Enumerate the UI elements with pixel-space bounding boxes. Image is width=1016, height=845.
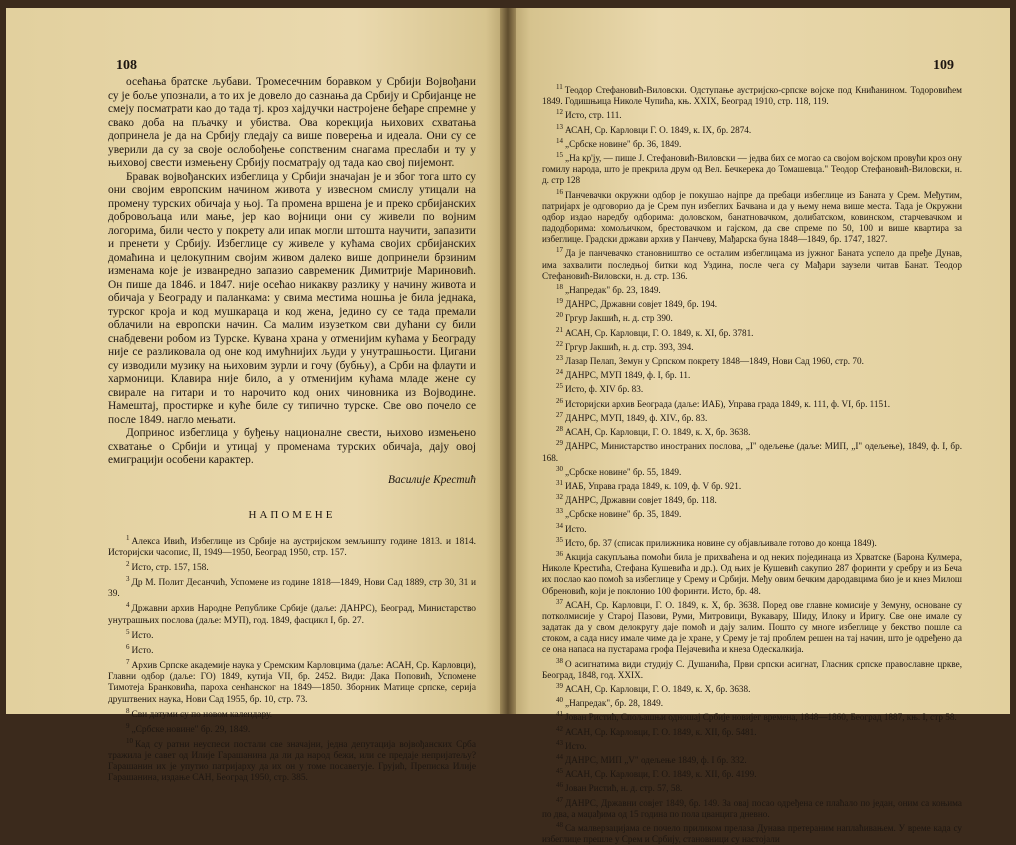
footnote [542,656,962,681]
footnote-text: „Напредак" бр. 23, 1849. [565,285,661,295]
footnote-text: ДАНРС, Државни совјет 1849, бр. 194. [565,299,718,310]
footnote-number: 38 [556,656,563,665]
footnote [108,559,476,574]
page-number: 109 [933,58,954,73]
footnote-number: 28 [556,425,563,434]
footnote-text: Кад су ратни неуспеси постали све значајни, једна депутација војвођанских Срба тражила је савет од Илије Гарашанина да ли да народ бежи, или се предаје непријатељу? Гарашанин их је упутио патријарху да их он у томе посаветује. Грујић, Преписка Илије Гарашанина, издање САН, Београд 1950, стр. 385. [108,740,476,784]
footnote-text: Гргур Јакшић, н. д. стр 390. [565,313,673,324]
footnote-text: Јован Ристић, н. д. стр. 57, 58. [565,783,683,794]
footnote-text: „Србске новине" бр. 35, 1849. [565,509,682,520]
footnote-number: 5 [126,627,130,636]
footnote-number: 10 [126,737,133,746]
footnote-text: „На кр'ју, — пише Ј. Стефановић-Виловски — једва бих се могао са својом војском провући кроз ону гомилу народа, што је прекрила друм од Вел. Бечкерека до Томашевца." Теодор Стефановић-Виловски, н. д. стр 128 [542,153,962,186]
footnote [542,353,962,367]
footnote-number: 43 [556,738,563,747]
footnote [542,187,962,246]
footnote [542,150,962,187]
footnote-number: 29 [556,439,563,448]
footnote [542,795,962,820]
footnote-number: 32 [556,493,563,502]
footnote [542,506,962,520]
footnote-text: ДАНРС, МУП, 1849, ф. XIV., бр. 83. [565,412,708,423]
footnote-number: 39 [556,681,563,690]
footnote-text: Са малверзацијама се почело приликом прелаза Дунава претераним наплаћивањем. У време када су избеглице прешле у Срем и Србију, становници су настојали [542,823,962,845]
footnote-number: 15 [556,151,563,160]
footnote-text: „Србске новине" бр. 36, 1849. [565,138,682,149]
footnote-text: Гргур Јакшић, н. д. стр. 393, 394. [565,341,694,352]
footnote-number: 35 [556,535,563,544]
footnote-number: 8 [126,706,130,715]
footnote [108,574,476,600]
footnote-text: ДАНРС, Државни совјет 1849, бр. 149. За овај посао одређена се плаћало по један, оним са коњима по два, а маџађима од 15 година по пола цванцига дневно. [542,797,962,819]
footnote-text: „Србске новине" бр. 55, 1849. [565,466,682,477]
footnote [108,706,476,721]
footnote [542,766,962,780]
footnote [542,136,962,150]
footnote-text: Лазар Пелап, Земун у Српском покрету 1848—1849, Нови Сад 1960, стр. 70. [565,356,864,367]
footnote-number: 1 [126,533,130,542]
footnote [542,325,962,339]
footnote-number: 33 [556,507,563,516]
footnote [542,438,962,463]
right-text-block [542,82,962,845]
footnote-text: ИАБ, Управа града 1849, к. 109, ф. V бр. 921. [565,481,742,491]
footnote [542,310,962,324]
footnote-number: 46 [556,781,563,790]
footnote-text: „Напредак", бр. 28, 1849. [565,698,664,709]
footnote-number: 25 [556,382,563,391]
footnote-number: 18 [556,282,563,291]
footnote-number: 40 [556,696,563,705]
footnote-number: 47 [556,795,563,804]
footnote [542,535,962,549]
footnote-text: Исто, стр. 111. [565,110,622,121]
footnote [542,381,962,395]
footnote-text: Исто. [131,646,154,656]
footnote [108,600,476,626]
footnote-text: Исто. [131,630,154,641]
footnote-text: Исто, бр. 37 (списак прилижника новине су објављивале готово до конца 1849). [565,537,877,548]
footnote-text: ДАНРС, Министарство иностраних послова, „I" одељење (даље: МИП, „I" одељење), 1849, ф. I, бр. 168. [542,441,962,463]
footnote-text: „Србске новине" бр. 29, 1849. [131,724,251,735]
left-text-block [108,76,476,785]
footnote [542,424,962,438]
footnote-number: 3 [126,575,130,584]
footnote [542,681,962,695]
paragraph: осећања братске љубави. Тромесечним боравком у Србији Војвођани су је боље упознали, а то их је довело до сазнања да Србију и Србијанце не смеју посматрати као до тада тј. кроз хајдучки настројене беђаре спремне у свако доба на пљачку и убиства. Ова корекција њихових схватања допринела је да на Србију гледају са више поверења и идеала. Они су се уверили да су за своје ослобођење сопственим снагама преслаби и ту у њиховој свести измењену Србију посматрају од тада као свој пиjемонт. [108,76,476,169]
footnote-number: 13 [556,122,563,131]
footnote-number: 6 [126,642,130,651]
footnote [108,657,476,706]
footnote-text: Панчевачки окружни одбор је покушао најпре да пребаци избеглице из Баната у Срем. Међутим, патријарх је одговорио да је Срем пун избеглих Бачвана и да у њему нема више места. Тада је Окружни одбор издао наредбу одборима: доловском, банатновачком, долибатском, ковинском, старчевачком и падодборима: хомољичком, брестовачком и гајском, да све спреме по 50, 100 и више квартира за избеглице. Градски држави архив у Панчеву, Мађарска буна 1848—1849, бр. 1747, 1827. [542,189,962,245]
footnote-number: 21 [556,325,563,334]
footnote [108,627,476,642]
footnote [542,695,962,709]
footnote-text: Др М. Полит Десанчић, Успомене из године 1818—1849, Нови Сад 1889, стр 30, 31 и 39. [108,578,476,600]
footnote-text: О асигнатима види студију С. Душанића, Први српски асигнат, Гласник српске православне цркве, Београд, 1848, год. XXIX. [542,658,962,680]
footnote [542,122,962,136]
footnote-number: 27 [556,410,563,419]
footnote-text: ДАНРС, МИП „V" одељење 1849, ф. I бр. 332. [565,755,747,766]
footnote-number: 19 [556,297,563,306]
footnote [542,107,962,121]
footnote-list [542,82,962,845]
footnote-text: Акција сакупљања помоћи била је прихваћена и од неких појединаца из Хрватске (Барона Кулмера, Николе Крестића, Стефана Кушевића и др.). Од њих је Кушевић сакупио 287 форинти у сребру и из Беча их послао као помоћ за избеглице у Срему и Србији. Међу овим бечким дародавцима био је и кнез Милош Обреновић, који је поклонио 100 форинти. Исто, бр. 48. [542,552,962,596]
footnote-number: 30 [556,464,563,473]
footnote [542,820,962,845]
footnote-number: 9 [126,721,130,730]
footnote-number: 26 [556,396,563,405]
paragraph: Бравак војвођанских избеглица у Србији значајан је и због тога што су они својим европским начином живота у извесном смислу утицали на промену турских обичаја у њој. Та промена вршена је и преко србијанских добровољаца или мање, јер као војници они су живели по војним логорима, били често у покрету али ипак могли штошта научити, запазити и пренети у Србију. Избеглице су живеле у кућама својих србијанских домаћина и целокупним својим живом далеко више допринели брзиним изменама које је изванредно запазио савременик Димитрије Мариновић. Он пише да 1846. и 1847. није осећао никакву разлику у начину живота и обичаја у Београду и паланкама: у свима местима ношња је била једнака, турског кроја и код мушкараца и код жена, једино су се тада премали облачили на европски начин. Са малим изузетком сви дућани су били снабдевени робом из Турске. Кувана храна у отменијим кућама у Београду није се разликовала од оне код имућнијих људи у унутрашњости. Цигани су изводили музику на њиховим зурли и гочу (бубњу), а Срби на флаути и хармоници. Клавира није било, а у отменијим кућама младе жене су свирале на гитари и то нарочито код оних чиновника из Војводине. Намештај, простирке и куће биле су типично турске. Све ово почело се после 1849. нагло мењати. [108,170,476,426]
footnote-text: Исто. [565,740,587,751]
footnote-number: 12 [556,108,563,117]
footnote-number: 36 [556,550,563,559]
footnote-text: Теодор Стефановић-Виловски. Одступање аустријско-српске војске под Книћанином. Тодоровићем 1849. Годишњица Николе Чупића, књ. XXIX, Београд 1910, стр. 118, 119. [542,85,962,107]
footnote [542,410,962,424]
footnote-number: 2 [126,559,130,568]
footnote-number: 24 [556,368,563,377]
footnote-text: АСАН, Ср. Карловци, Г. О. 1849, к. X, бр. 3638. Поред ове главне комисије у Земуну, основане су потколмисије у Старој Пазови, Руми, Митровици, Вукавару, Шиду, Илоку и Иригу. Све оне имале су задатак да у свом делокругу даје помоћ и дају залим. Пошто су многе избеглице у бекство пошле са стоком, а сада нису имале чиме да је хране, у Срему је тај проблем решен на тај начин, што је одређено да се она напаса на пустарама грофа Пејачевића и кнеза Одескалкија. [542,599,962,655]
footnote-text: АСАН, Ср. Карловци, Г. О. 1849, к. XI, бр. 3781. [565,327,754,338]
footnote-text: Архив Српске академије наука у Сремским Карловцима (даље: АСАН, Ср. Карловци), Главни одбор (даље: ГО) 1849, кутија VII, бр. 2452. Види: Дака Поповић, Успомене Тимотеја Бранковића, пароха сенћанског на 1849—1850. Зборник Матице српске, серија друштвених наука, Нови Сад 1955, бр. 10, стр. 73. [108,661,476,705]
footnote [108,533,476,559]
footnote-text: Алекса Ивић, Избеглице из Србије на аустријском земљишту године 1813. и 1814. Историјски часопис, II, 1949—1950, Београд 1950, стр. 157. [108,536,476,558]
page-number: 108 [116,58,137,73]
footnote-number: 37 [556,597,563,606]
footnote [542,492,962,506]
footnote-number: 20 [556,311,563,320]
paragraph: Допринос избеглица у буђењу националне свести, њихово измењено схватање о Србији и утицај у променама турских обичаја, дају овој емиграцији особени карактер. [108,427,476,466]
footnote-text: АСАН, Ср. Карловци Г. О. 1849, к. IX, бр. 2874. [565,124,752,135]
footnote-text: Јован Ристић, Спољашњи одношај Србије новијег времена, 1848—1860, Београд 1887, књ. I, стр 58. [565,712,957,723]
footnote-number: 14 [556,136,563,145]
footnote [108,721,476,736]
footnote-number: 11 [556,83,563,91]
footnote-text: Државни архив Народне Републике Србије (даље: ДАНРС), Београд, Министарство унутрашњих послова (даље: МУП), год. 1849, фасцикл I, бр. 27. [108,604,476,626]
footnote-text: Да је панчевачко становништво се осталим избеглицама из јужног Баната успело да пређе Дунав, има захвалити последњој битки код Уздина, после чега су Мађари заузели читав Банат. Теодор Стефановић-Виловски, н. д. стр. 136. [542,248,962,281]
footnote-number: 34 [556,521,563,530]
footnote [542,752,962,766]
footnote-number: 31 [556,478,563,487]
footnote-number: 45 [556,767,563,776]
footnote [542,597,962,656]
author-signature: Василије Крестић [388,473,476,486]
footnote [542,82,962,107]
footnote-text: Исто. [565,523,587,534]
footnote [108,642,476,657]
footnote [542,709,962,723]
footnote [542,738,962,752]
footnote [542,296,962,310]
footnote [542,396,962,410]
footnote-text: Исто, ф. XIV бр. 83. [565,384,644,395]
footnote-text: АСАН, Ср. Карловци, Г. О. 1849, к. X, бр. 3638. [565,427,751,438]
footnote [542,724,962,738]
footnote-number: 17 [556,246,563,255]
footnote-text: ДАНРС, Државни совјет 1849, бр. 118. [565,495,717,506]
footnote [542,339,962,353]
footnote-number: 41 [556,710,563,719]
footnote-number: 48 [556,821,563,830]
footnote-number: 16 [556,187,563,196]
footnote [542,478,962,492]
footnote [542,521,962,535]
footnote-number: 4 [126,601,130,610]
footnote [542,245,962,282]
footnote-number: 7 [126,658,130,667]
footnote-text: АСАН, Ср. Карловци, Г. О. 1849, к. X, бр. 3638. [565,684,751,694]
footnote-text: Сви датуми су по новом календару. [131,709,273,720]
notes-heading: НАПОМЕНЕ [248,509,336,521]
footnote [542,367,962,381]
footnote-list [108,533,476,785]
footnote [542,780,962,794]
footnote [542,549,962,597]
footnote-text: Исто, стр. 157, 158. [131,562,209,573]
footnote-number: 22 [556,339,563,348]
footnote [542,282,962,296]
footnote-number: 23 [556,354,563,363]
footnote-text: Историјски архив Београда (даље: ИАБ), Управа града 1849, к. 111, ф. VI, бр. 1151. [565,398,891,409]
footnote-text: АСАН, Ср. Карловци, Г. О. 1849, к. XII, бр. 4199. [565,769,757,780]
footnote-number: 44 [556,753,563,762]
footnote [542,464,962,478]
footnote-text: ДАНРС, МУП 1849, ф. I, бр. 11. [565,370,691,381]
footnote [108,736,476,785]
footnote-number: 42 [556,724,563,733]
footnote-text: АСАН, Ср. Карловци, Г. О. 1849, к. XII, бр. 5481. [565,726,757,737]
